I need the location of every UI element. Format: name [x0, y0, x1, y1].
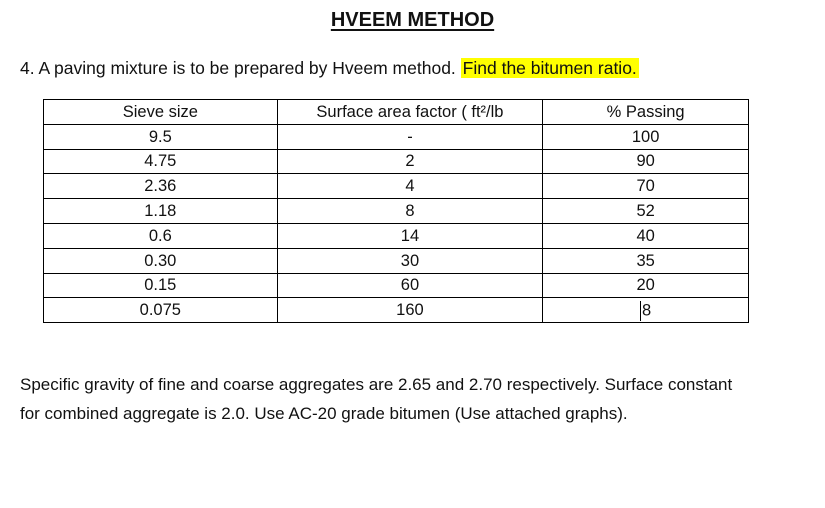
cell-surface-area-factor: 2	[277, 149, 543, 174]
cell-surface-area-factor: 160	[277, 298, 543, 323]
table-row	[44, 124, 749, 149]
cell-surface-area-factor: 60	[277, 273, 543, 298]
cell-surface-area-factor: 30	[277, 248, 543, 273]
paragraph-line: for combined aggregate is 2.0. Use AC-20 grade bitumen (Use attached graphs).	[20, 404, 628, 423]
paragraph-line: Specific gravity of fine and coarse aggregates are 2.65 and 2.70 respectively. Surface constant	[20, 375, 733, 394]
cell-percent-passing: 90	[543, 149, 749, 174]
table-row	[44, 199, 749, 224]
cell-sieve-size: 0.075	[44, 298, 278, 323]
cell-percent-passing: 20	[543, 273, 749, 298]
table-row	[44, 273, 749, 298]
cell-percent-passing: 35	[543, 248, 749, 273]
cell-percent-passing: 40	[543, 223, 749, 248]
question-statement: 4. A paving mixture is to be prepared by Hveem method.	[20, 58, 456, 78]
cell-surface-area-factor: 8	[277, 199, 543, 224]
cell-sieve-size: 0.15	[44, 273, 278, 298]
cell-surface-area-factor: -	[277, 124, 543, 149]
question-highlight: Find the bitumen ratio.	[462, 58, 637, 78]
header-percent-passing: % Passing	[543, 100, 749, 125]
header-sieve-size: Sieve size	[44, 100, 278, 125]
cell-sieve-size: 1.18	[44, 199, 278, 224]
cell-percent-passing: 70	[543, 174, 749, 199]
cell-percent-passing: 100	[543, 124, 749, 149]
header-surface-area-factor: Surface area factor ( ft²/lb	[277, 100, 543, 125]
cell-surface-area-factor: 4	[277, 174, 543, 199]
cell-sieve-size: 0.6	[44, 223, 278, 248]
table-header-row	[44, 100, 749, 125]
problem-paragraph	[20, 370, 810, 428]
sieve-table	[43, 99, 749, 323]
cell-percent-passing: 52	[543, 199, 749, 224]
question-text	[20, 56, 639, 80]
text-cursor	[640, 301, 641, 321]
cell-surface-area-factor: 14	[277, 223, 543, 248]
cell-sieve-size: 2.36	[44, 174, 278, 199]
table-row	[44, 149, 749, 174]
cell-percent-passing-value: 8	[642, 301, 652, 320]
table-row	[44, 248, 749, 273]
cell-sieve-size: 9.5	[44, 124, 278, 149]
table-row	[44, 298, 749, 323]
cell-sieve-size: 0.30	[44, 248, 278, 273]
cell-sieve-size: 4.75	[44, 149, 278, 174]
cell-percent-passing[interactable]	[543, 298, 749, 323]
document-title: HVEEM METHOD	[330, 9, 495, 31]
table-row	[44, 174, 749, 199]
table-row	[44, 223, 749, 248]
